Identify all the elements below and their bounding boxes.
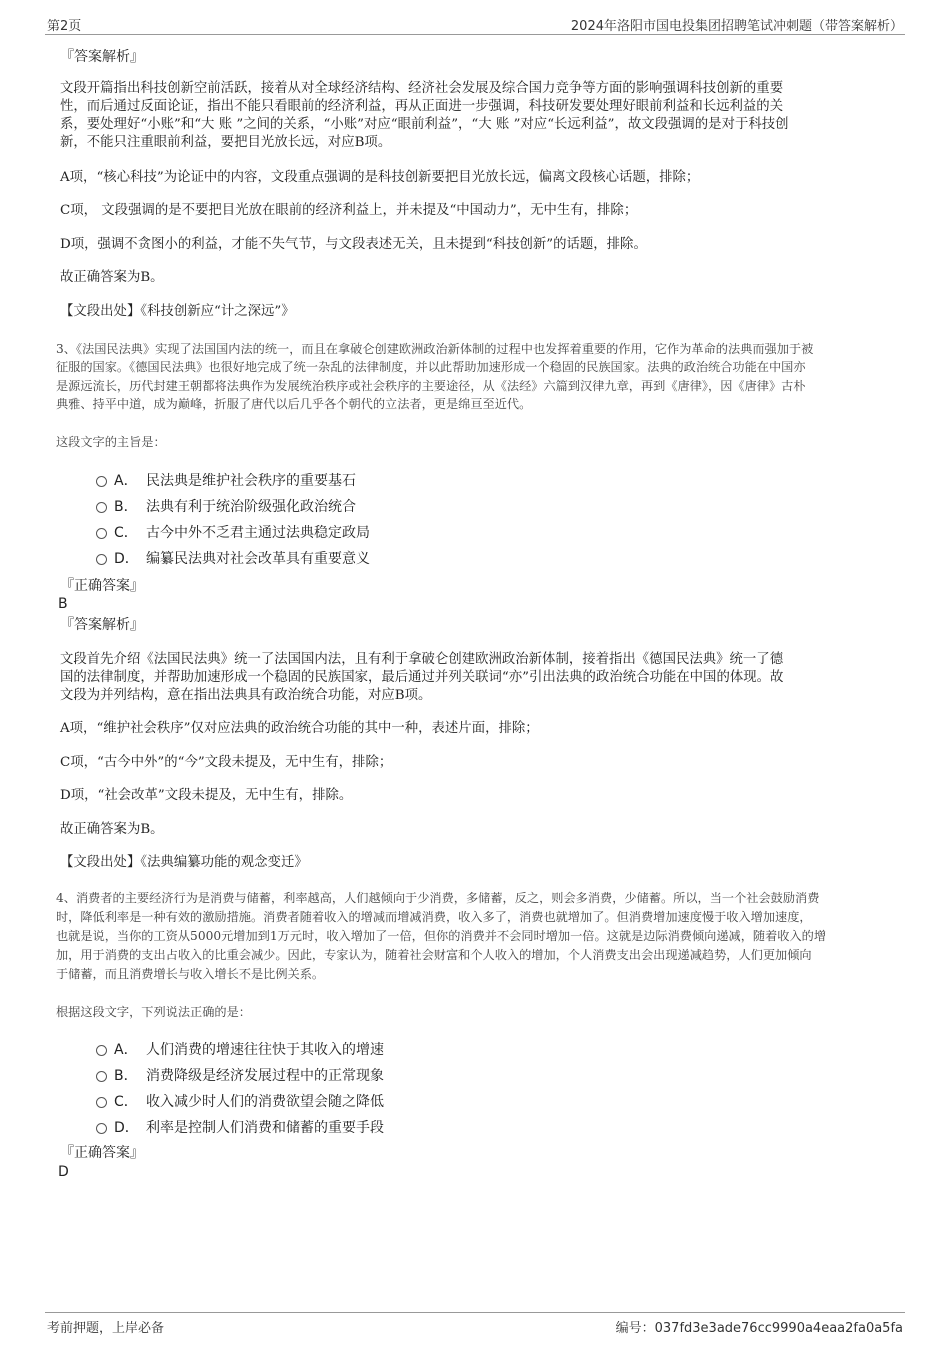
radio-button-icon[interactable] bbox=[96, 1045, 107, 1056]
q2-analysis-label: 『答案解析』 bbox=[60, 49, 144, 65]
q2-analysis-line: 新，不能只注重眼前利益，要把目光放长远，对应B项。 bbox=[60, 135, 392, 150]
option-letter: D． bbox=[114, 1120, 139, 1136]
option-letter: B． bbox=[114, 499, 138, 515]
q3-answer-label: 『正确答案』 bbox=[60, 578, 144, 594]
q3-passage-line: 征服的国家。《德国民法典》也很好地完成了统一杂乱的法律制度，并以此帮助加速形成一个稳固的民族国家。法典的政治统合功能在中国亦 bbox=[56, 360, 806, 374]
q3-analysis-label: 『答案解析』 bbox=[60, 617, 144, 633]
q4-passage-line: 时，降低利率是一种有效的激励措施。消费者随着收入的增减而增减消费，收入多了，消费也就增加了。但消费增加速度慢于收入增加速度， bbox=[56, 910, 812, 924]
option-letter: C． bbox=[114, 1094, 138, 1110]
radio-button-icon[interactable] bbox=[96, 554, 107, 565]
q4-answer: D bbox=[58, 1164, 69, 1180]
q3-option-d-note: D项，“社会改革”文段未提及，无中生有，排除。 bbox=[60, 788, 353, 803]
q2-option-c-note: C项， 文段强调的是不要把目光放在眼前的经济利益上，并未提及“中国动力”，无中生有，排除； bbox=[60, 203, 638, 218]
document-title: 2024年洛阳市国电投集团招聘笔试冲刺题（带答案解析） bbox=[570, 19, 903, 34]
q2-option-d-note: D项，强调不贪图小的利益，才能不失气节，与文段表述无关，且未提到“科技创新”的话题，排除。 bbox=[60, 237, 647, 252]
q3-analysis-line: 文段首先介绍《法国民法典》统一了法国国内法，且有利于拿破仑创建欧洲政治新体制，接着指出《德国民法典》统一了德 bbox=[60, 652, 784, 667]
option-text: 法典有利于统治阶级强化政治统合 bbox=[146, 499, 356, 515]
radio-button-icon[interactable] bbox=[96, 502, 107, 513]
q3-passage-line: 是源远流长，历代封建王朝都将法典作为发展统治秩序或社会秩序的主要途径，从《法经》六篇到汉律九章，再到《唐律》，因《唐律》古朴 bbox=[56, 379, 806, 393]
q4-answer-label: 『正确答案』 bbox=[60, 1145, 144, 1161]
radio-button-icon[interactable] bbox=[96, 1071, 107, 1082]
document-code: 编号：037fd3e3ade76cc9990a4eaa2fa0a5fa bbox=[615, 1321, 903, 1336]
q4-passage-line: 4、消费者的主要经济行为是消费与储蓄，利率越高，人们越倾向于少消费，多储蓄，反之，则会多消费，少储蓄。所以，当一个社会鼓励消费 bbox=[56, 891, 820, 905]
q4-passage-line: 也就是说，当你的工资从5000元增加到1万元时，收入增加了一倍，但你的消费并不会同时增加一倍。这就是边际消费倾向递减，随着收入的增 bbox=[56, 929, 827, 943]
option-text: 利率是控制人们消费和储蓄的重要手段 bbox=[146, 1120, 384, 1136]
option-text: 民法典是维护社会秩序的重要基石 bbox=[146, 473, 356, 489]
q2-source: 【文段出处】《科技创新应“计之深远”》 bbox=[60, 304, 295, 319]
page-header bbox=[45, 14, 905, 35]
q3-stem: 这段文字的主旨是： bbox=[56, 435, 166, 449]
radio-button-icon[interactable] bbox=[96, 1097, 107, 1108]
q3-analysis-line: 国的法律制度，并帮助加速形成一个稳固的民族国家，最后通过并列关联词“亦”引出法典的政治统合功能在中国的体现。故 bbox=[60, 670, 784, 685]
q3-option-a-note: A项，“维护社会秩序”仅对应法典的政治统合功能的其中一种，表述片面，排除； bbox=[60, 721, 539, 736]
page-number: 第2页 bbox=[47, 19, 82, 34]
option-text: 人们消费的增速往往快于其收入的增速 bbox=[146, 1042, 384, 1058]
q3-source: 【文段出处】《法典编纂功能的观念变迁》 bbox=[60, 855, 308, 870]
q3-passage-line: 典雅、持平中道，成为巅峰，折服了唐代以后几乎各个朝代的立法者，更是绵亘至近代。 bbox=[56, 397, 532, 411]
q2-analysis-line: 文段开篇指出科技创新空前活跃，接着从对全球经济结构、经济社会发展及综合国力竞争等方面的影响强调科技创新的重要 bbox=[60, 81, 784, 96]
page-footer bbox=[45, 1312, 905, 1337]
q2-analysis-line: 系，要处理好“小账”和“大 账 ”之间的关系，“小账”对应“眼前利益”，“大 账 ”对应“长远利益”，故文段强调的是对于科技创 bbox=[60, 117, 789, 132]
q3-passage-line: 3、《法国民法典》实现了法国国内法的统一，而且在拿破仑创建欧洲政治新体制的过程中也发挥着重要的作用，它作为革命的法典而强加于被 bbox=[56, 342, 814, 356]
q3-analysis-line: 文段为并列结构，意在指出法典具有政治统合功能，对应B项。 bbox=[60, 688, 432, 703]
option-letter: D． bbox=[114, 551, 139, 567]
q3-option-c-note: C项，“古今中外”的“今”文段未提及，无中生有，排除； bbox=[60, 755, 393, 770]
q2-option-a-note: A项，“核心科技”为论证中的内容，文段重点强调的是科技创新要把目光放长远，偏离文段核心话题，排除； bbox=[60, 170, 700, 185]
option-letter: C． bbox=[114, 525, 138, 541]
radio-button-icon[interactable] bbox=[96, 1123, 107, 1134]
footer-slogan: 考前押题，上岸必备 bbox=[47, 1321, 165, 1336]
q3-answer: B bbox=[58, 596, 68, 612]
option-text: 编纂民法典对社会改革具有重要意义 bbox=[146, 551, 370, 567]
option-letter: A． bbox=[114, 1042, 138, 1058]
radio-button-icon[interactable] bbox=[96, 476, 107, 487]
radio-button-icon[interactable] bbox=[96, 528, 107, 539]
q4-passage-line: 于储蓄，而且消费增长与收入增长不是比例关系。 bbox=[56, 967, 325, 981]
q2-analysis-line: 性，而后通过反面论证，指出不能只看眼前的经济利益，再从正面进一步强调，科技研发要处理好眼前利益和长远利益的关 bbox=[60, 99, 784, 114]
option-text: 收入减少时人们的消费欲望会随之降低 bbox=[146, 1094, 384, 1110]
q4-passage-line: 加，用于消费的支出占收入的比重会减少。因此，专家认为，随着社会财富和个人收入的增加，个人消费支出会出现递减趋势，人们更加倾向 bbox=[56, 948, 812, 962]
option-letter: B． bbox=[114, 1068, 138, 1084]
q2-conclusion: 故正确答案为B。 bbox=[60, 270, 164, 285]
q4-stem: 根据这段文字，下列说法正确的是： bbox=[56, 1005, 251, 1019]
option-text: 消费降级是经济发展过程中的正常现象 bbox=[146, 1068, 384, 1084]
option-text: 古今中外不乏君主通过法典稳定政局 bbox=[146, 525, 370, 541]
option-letter: A． bbox=[114, 473, 138, 489]
q3-conclusion: 故正确答案为B。 bbox=[60, 822, 164, 837]
